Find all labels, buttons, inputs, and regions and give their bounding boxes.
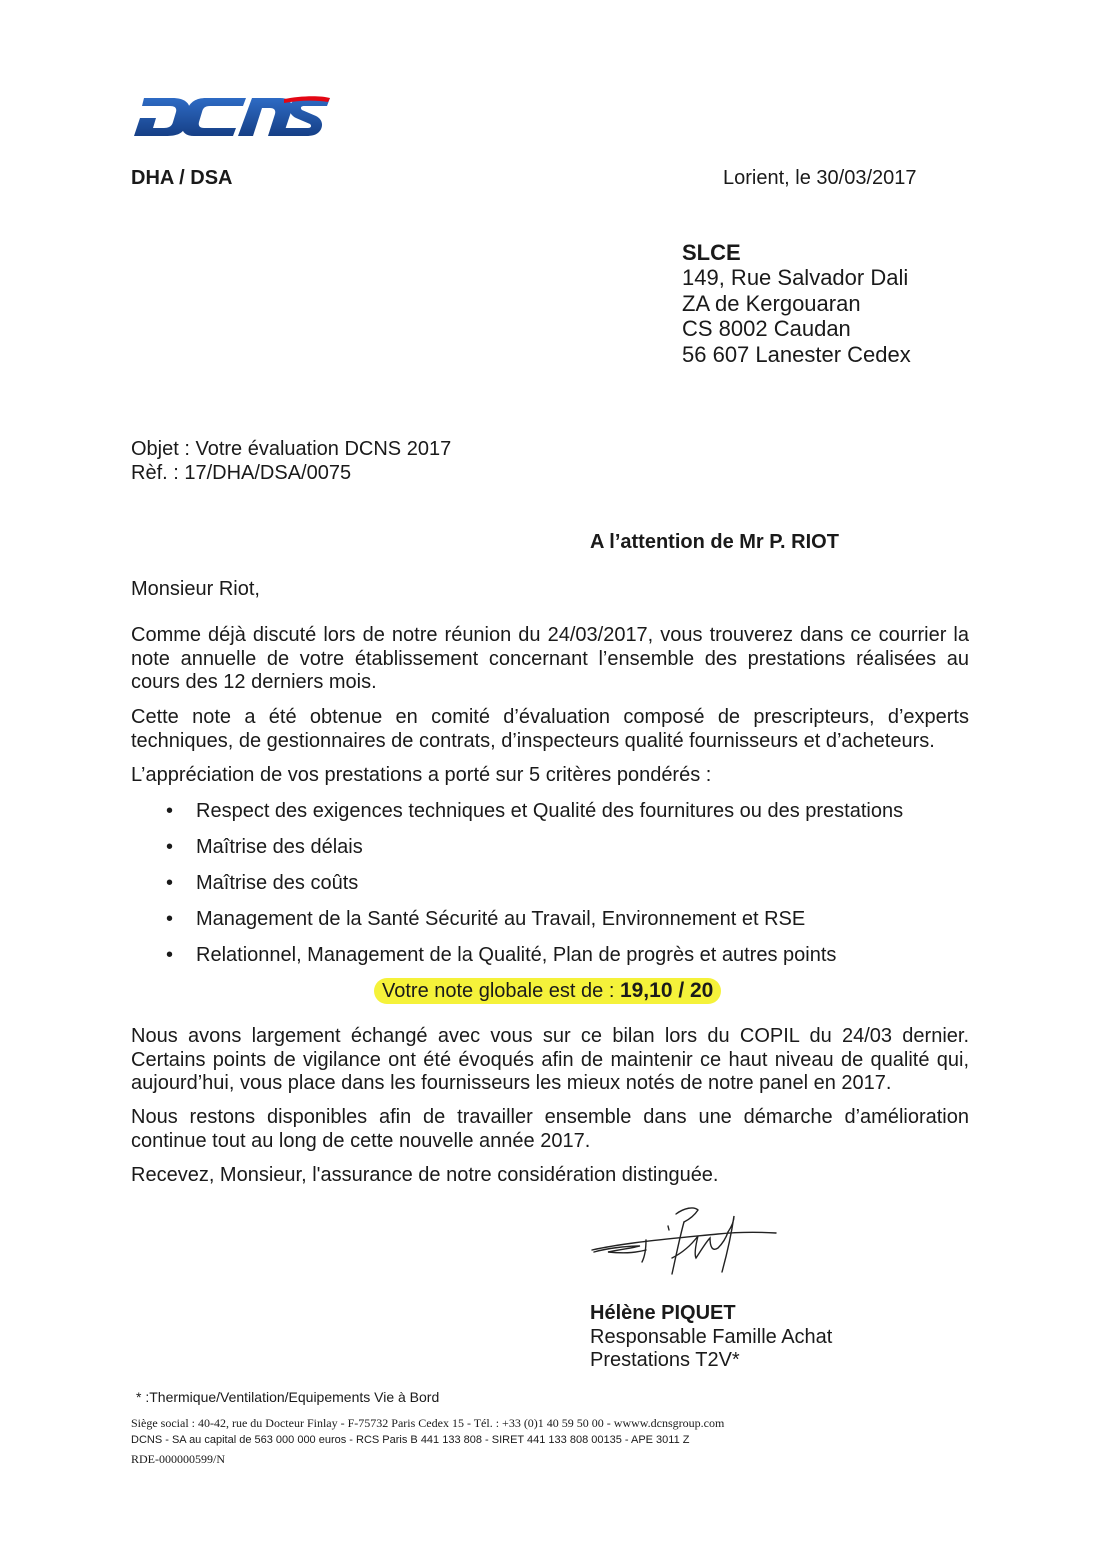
list-item: • Maîtrise des délais — [168, 835, 903, 871]
sender-reference: DHA / DSA — [131, 167, 233, 189]
paragraph-closing: Recevez, Monsieur, l'assurance de notre considération distinguée. — [131, 1164, 719, 1186]
recipient-block — [682, 240, 911, 367]
score-value: 19,10 / 20 — [619, 979, 714, 1002]
signer-title: Responsable Famille Achat — [590, 1325, 833, 1348]
list-item: • Relationnel, Management de la Qualité, Plan de progrès et autres points — [168, 943, 903, 979]
paragraph-copil: Nous avons largement échangé avec vous sur ce bilan lors du COPIL du 24/03 dernier. Certains points de vigilance ont été évoqués afin de maintenir ce haut niveau de qualité qui, aujourd’hui, vous place dans les fournisseurs les mieux notés de notre panel en 2017. — [131, 1025, 969, 1094]
footnote: * :Thermique/Ventilation/Equipements Vie à Bord — [136, 1389, 440, 1405]
recipient-address-line: CS 8002 Caudan — [682, 316, 851, 342]
reference-line: Rèf. : 17/DHA/DSA/0075 — [131, 462, 352, 484]
subject-block — [131, 437, 451, 485]
footer-address: Siège social : 40-42, rue du Docteur Finlay - F-75732 Paris Cedex 15 - Tél. : +33 (0)1 40 59 50 00 - wwww.dcnsgroup.com — [131, 1416, 725, 1430]
paragraph-committee: Cette note a été obtenue en comité d’évaluation composé de prescripteurs, d’experts techniques, de gestionnaires de contrats, d’inspecteurs qualité fournisseurs et d’acheteurs. — [131, 706, 969, 752]
recipient-address-line: 149, Rue Salvador Dali — [682, 265, 909, 291]
place-date: Lorient, le 30/03/2017 — [723, 167, 917, 189]
criteria-list — [168, 799, 903, 979]
attention-line: A l’attention de Mr P. RIOT — [590, 531, 839, 553]
list-item: • Management de la Santé Sécurité au Travail, Environnement et RSE — [168, 907, 903, 943]
subject-line: Objet : Votre évaluation DCNS 2017 — [131, 438, 452, 460]
list-item: • Respect des exigences techniques et Qualité des fournitures ou des prestations — [168, 799, 903, 835]
signer-title: Prestations T2V* — [590, 1349, 740, 1371]
signer-name: Hélène PIQUET — [590, 1302, 736, 1324]
footer-doc-ref: RDE-000000599/N — [131, 1452, 225, 1466]
handwritten-signature — [588, 1200, 783, 1280]
recipient-address-line: 56 607 Lanester Cedex — [682, 341, 911, 367]
paragraph-criteria-intro: L’appréciation de vos prestations a porté sur 5 critères pondérés : — [131, 764, 712, 786]
global-score — [374, 978, 721, 1004]
dcns-logo — [134, 92, 330, 138]
signer-block — [590, 1302, 832, 1373]
recipient-name: SLCE — [682, 240, 741, 265]
salutation: Monsieur Riot, — [131, 578, 260, 600]
recipient-address-line: ZA de Kergouaran — [682, 290, 861, 316]
list-item: • Maîtrise des coûts — [168, 871, 903, 907]
paragraph-intro: Comme déjà discuté lors de notre réunion du 24/03/2017, vous trouverez dans ce courrier la note annuelle de votre établissement concernant l’ensemble des prestations réalisées au cours des 12 derniers mois. — [131, 624, 969, 693]
paragraph-continuity: Nous restons disponibles afin de travailler ensemble dans une démarche d’amélioration continue tout au long de cette nouvelle année 2017. — [131, 1106, 969, 1152]
score-label: Votre note globale est de : — [382, 980, 620, 1002]
footer-legal: DCNS - SA au capital de 563 000 000 euros - RCS Paris B 441 133 808 - SIRET 441 133 808 00135 - APE 3011 Z — [131, 1434, 690, 1446]
